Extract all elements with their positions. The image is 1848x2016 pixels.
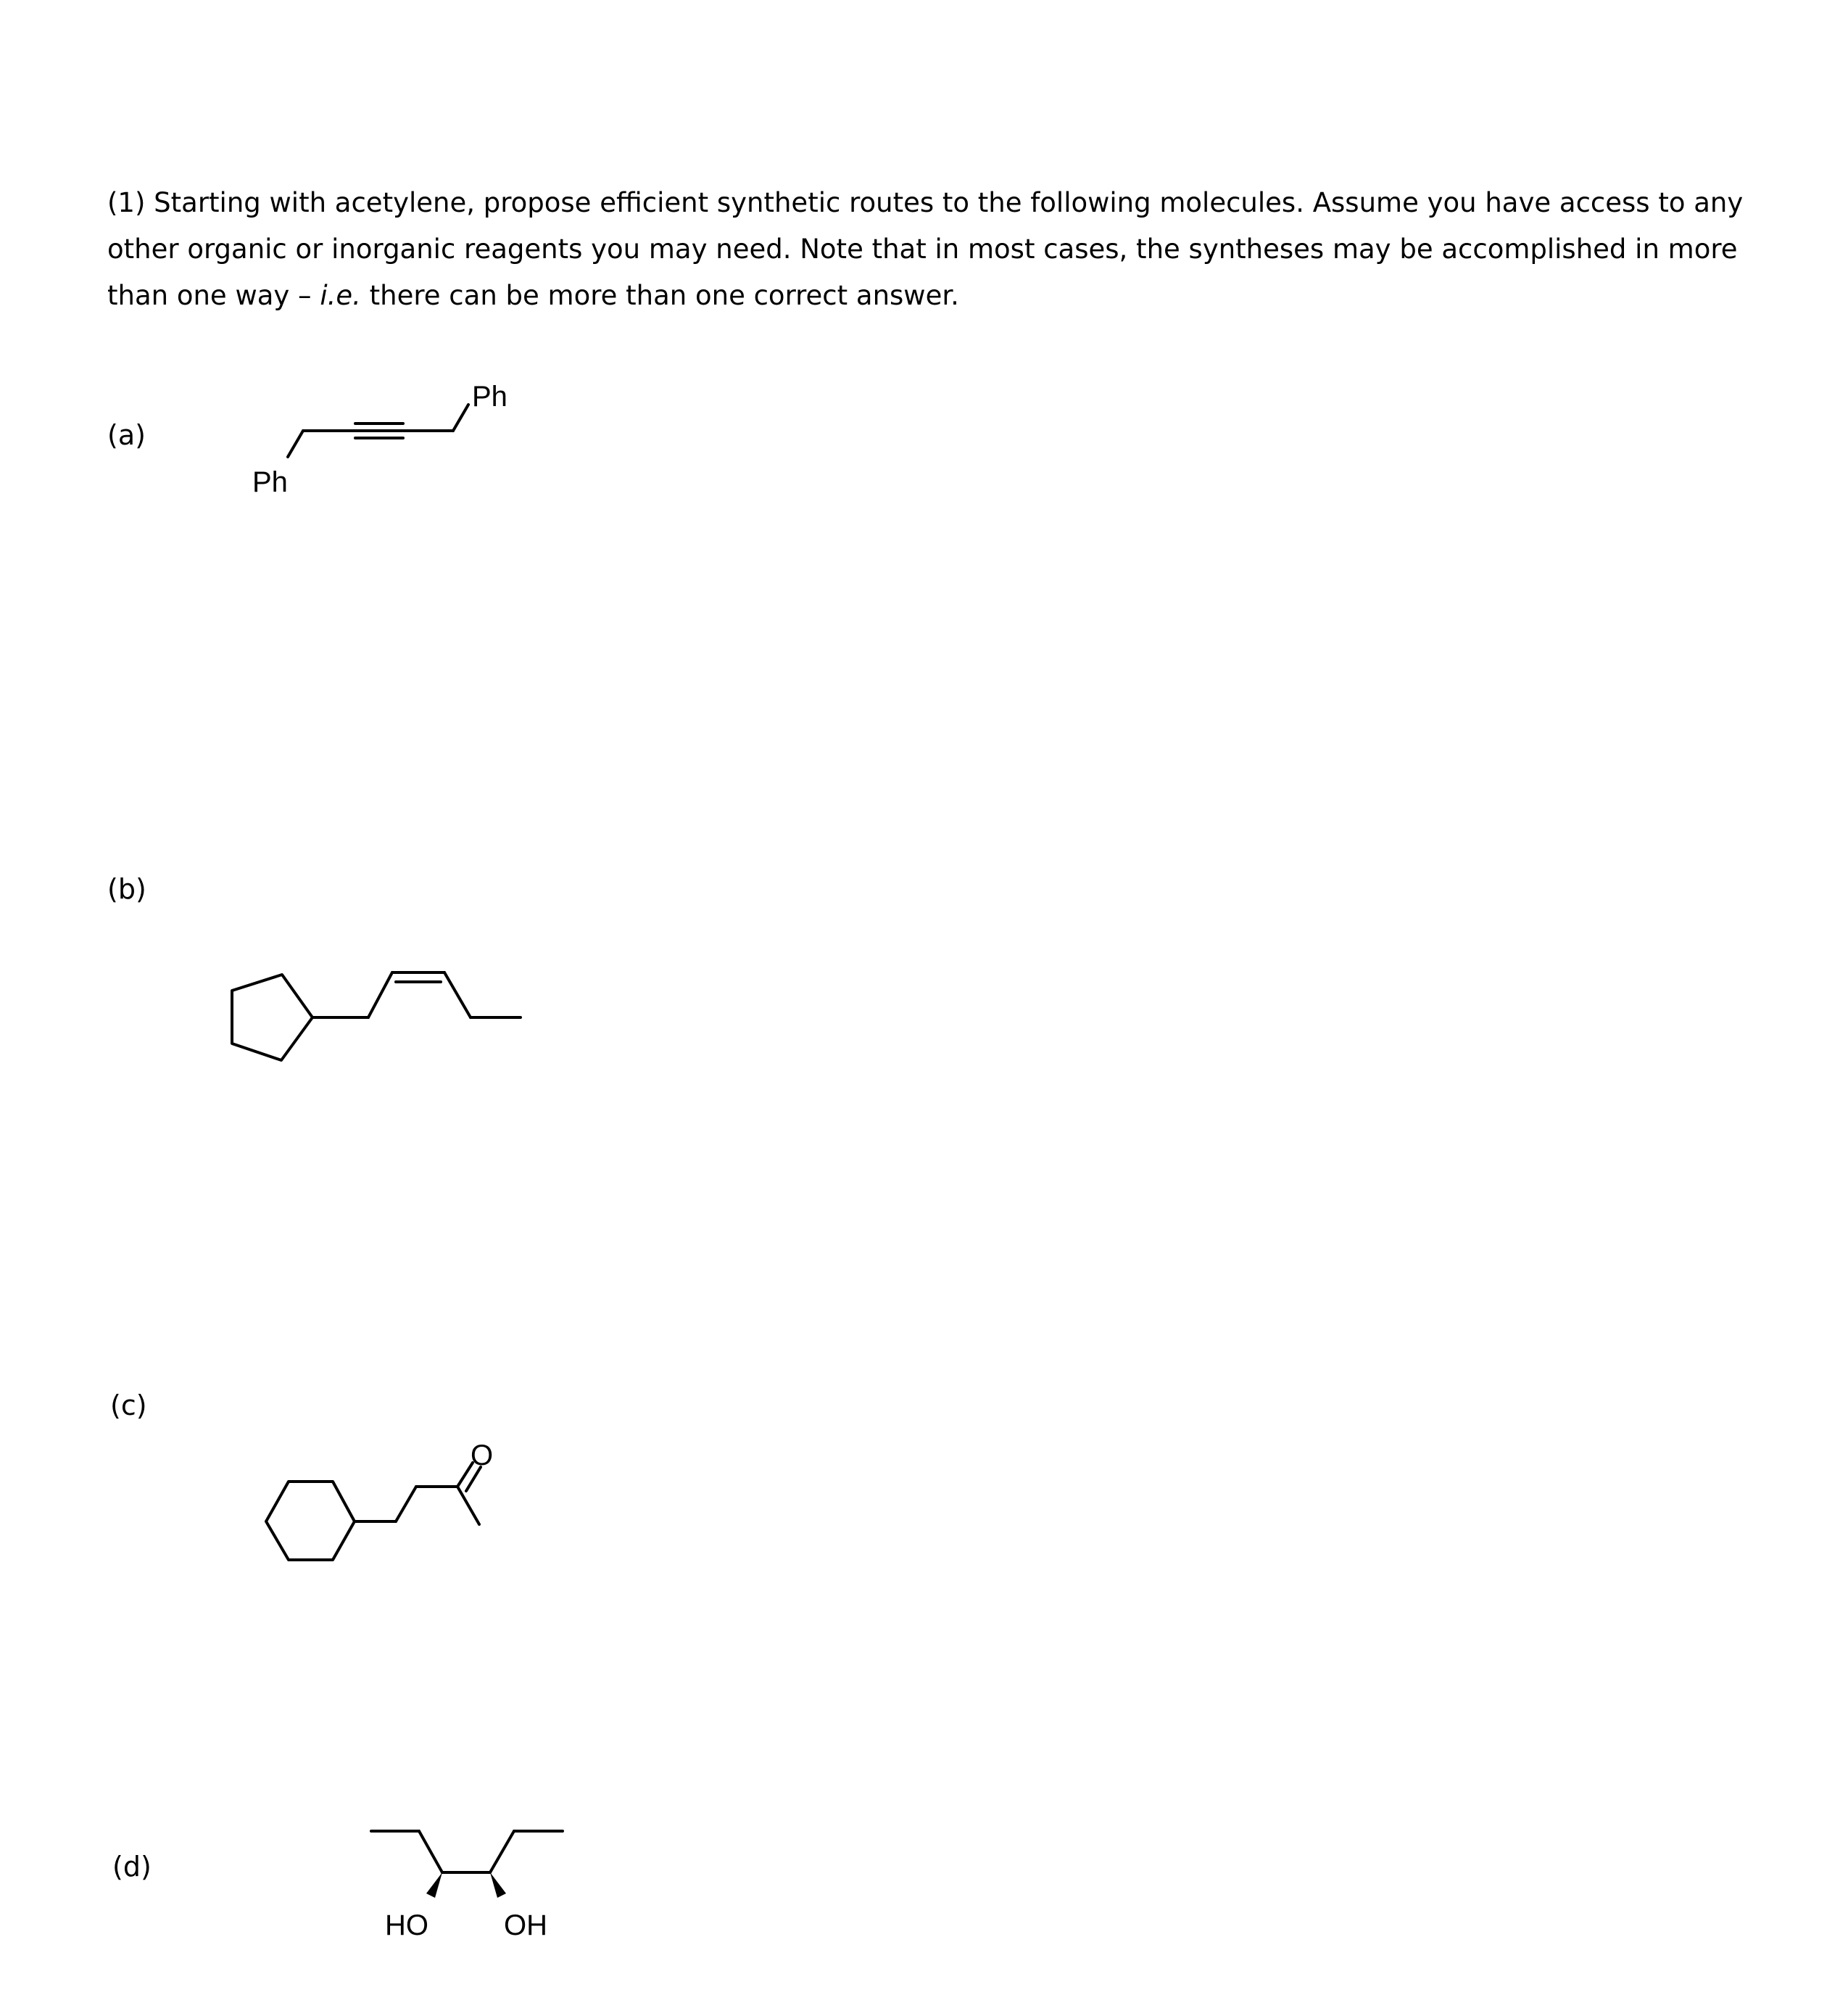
part-d-label: (d) (112, 1851, 152, 1883)
atom-label-oxygen: O (471, 1439, 494, 1471)
question-emphasis: i.e. (320, 280, 361, 311)
question-intro: (1) Starting with acetylene, propose efficient synthetic routes to the following molecules. Assume you have access to any other organic or inorganic reagents you may need. Note that in most cases, the syntheses may be accomplished in more than one way – (107, 187, 1744, 311)
atom-label-ho: HO (385, 1909, 428, 1941)
wedge-bond-left (426, 1872, 442, 1898)
part-a-label: (a) (107, 419, 146, 451)
molecule-c (266, 1463, 481, 1560)
atom-label-ph-lower: Ph (252, 466, 288, 498)
wedge-bond-right (490, 1872, 506, 1898)
molecule-d (371, 1831, 563, 1872)
question-outro: there can be more than one correct answer. (360, 280, 959, 311)
atom-label-oh: OH (504, 1909, 547, 1941)
part-c-label: (c) (110, 1389, 147, 1421)
part-b-label: (b) (107, 873, 146, 905)
molecule-b (232, 972, 521, 1060)
molecule-a (288, 405, 468, 457)
atom-label-ph-upper: Ph (472, 381, 507, 413)
